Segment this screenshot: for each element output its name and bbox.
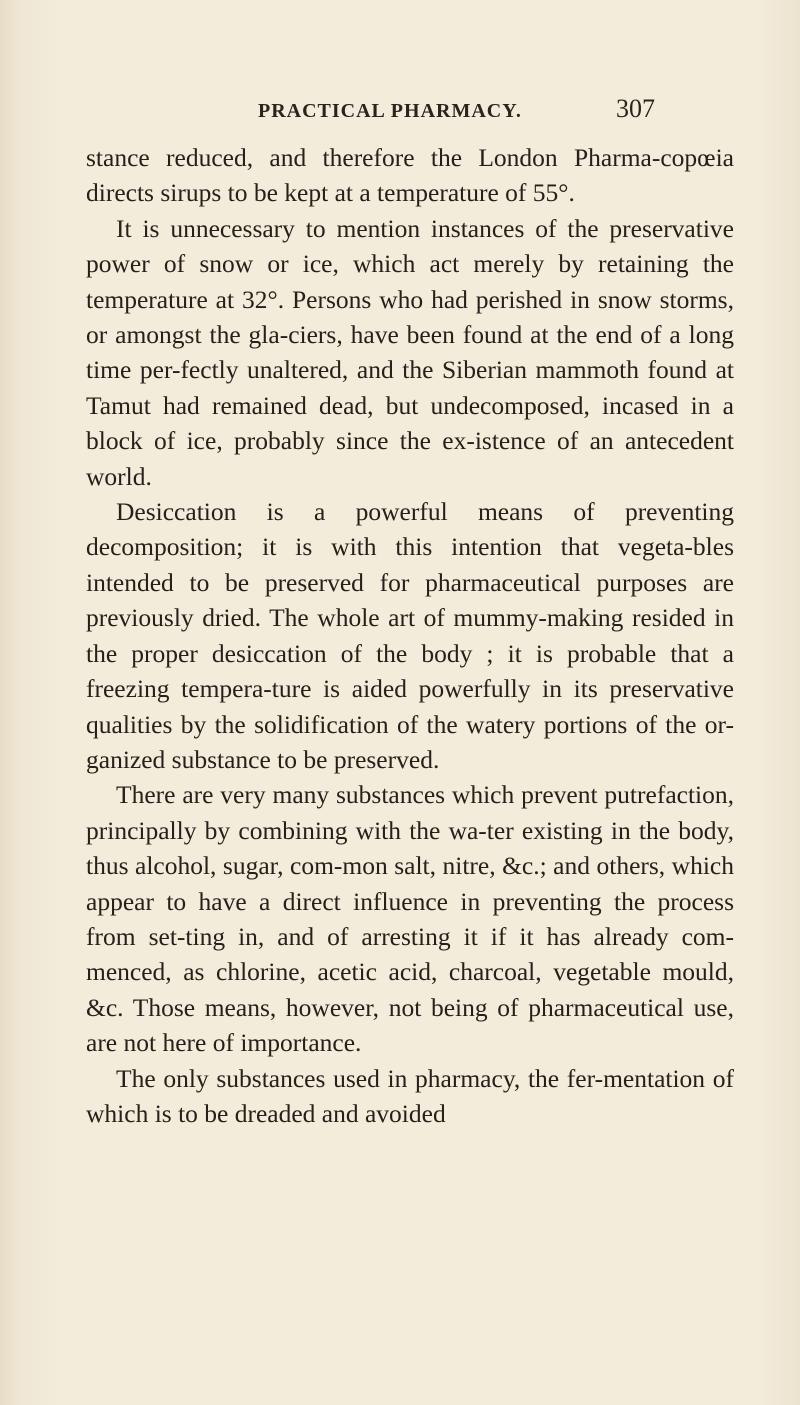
running-head: PRACTICAL PHARMACY. <box>258 100 522 122</box>
paragraph-2: It is unnecessary to mention instances of the preservative power of snow or ice, which act merely by retaining the temperature at 32°. Persons who had perished in snow storms, or amongst the gla-ciers, have been found at the end of a long time per-fectly unaltered, and the Siberian mammoth found at Tamut had remained dead, but undecomposed, incased in a block of ice, probably since the ex-istence of an antecedent world. <box>86 213 734 491</box>
paragraph-1: stance reduced, and therefore the London Pharma-copœia directs sirups to be kept at a temperature of 55°. <box>86 143 734 208</box>
page-header <box>0 90 800 130</box>
page-number: 307 <box>616 94 655 123</box>
paragraph-5: The only substances used in pharmacy, the fer-mentation of which is to be dreaded and avoided <box>86 1063 734 1128</box>
paragraph-4: There are very many substances which prevent putrefaction, principally by combining with the wa-ter existing in the body, thus alcohol, sugar, com-mon salt, nitre, &c.; and others, which appear to have a direct influence in preventing the process from set-ting in, and of arresting it if it has already com-menced, as chlorine, acetic acid, charcoal, vegetable mould, &c. Those means, however, not being of pharmaceutical use, are not here of importance. <box>86 780 734 1058</box>
body-text <box>86 140 734 1131</box>
paragraph-3: Desiccation is a powerful means of preventing decomposition; it is with this intention that vegeta-bles intended to be preserved for pharmaceutical purposes are previously dried. The whole art of mummy-making resided in the proper desiccation of the body ; it is probable that a freezing tempera-ture is aided powerfully in its preservative qualities by the solidification of the watery portions of the or-ganized substance to be preserved. <box>86 497 734 774</box>
